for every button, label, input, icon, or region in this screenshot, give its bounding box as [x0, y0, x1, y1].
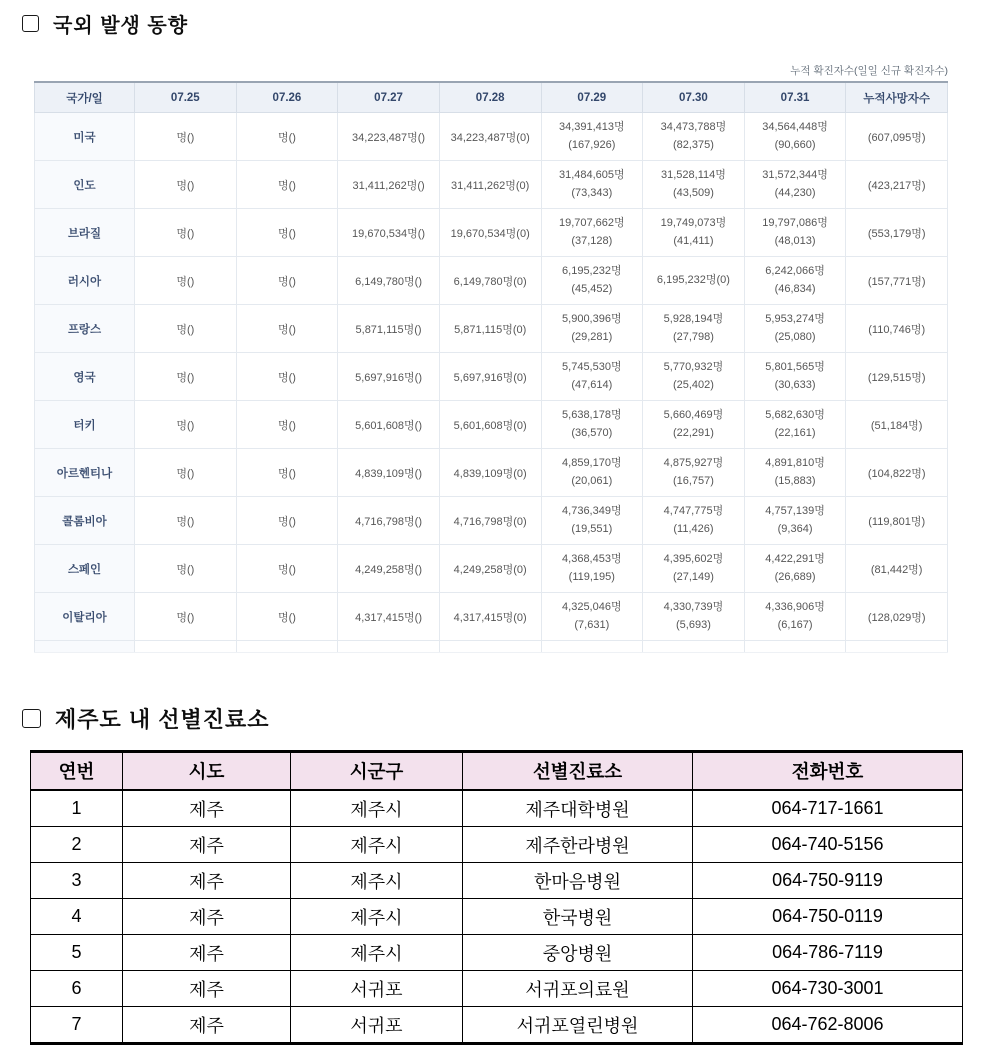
district: 제주시	[291, 790, 463, 827]
cell-0731	[744, 305, 846, 353]
table-row	[35, 257, 948, 305]
daily-new-count: (9,364)	[777, 522, 813, 535]
cell-deaths: (51,184명)	[846, 401, 948, 449]
table-row	[35, 113, 948, 161]
cell-0726: 명()	[236, 305, 338, 353]
table-row	[35, 209, 948, 257]
section1-title-text: 국외 발생 동향	[53, 15, 189, 37]
country-name: 스페인	[35, 545, 135, 593]
cumulative-count: 4,736,349명	[562, 505, 622, 518]
country-name: 미국	[35, 113, 135, 161]
daily-new-count: (45,452)	[571, 282, 613, 295]
phone-number: 064-786-7119	[693, 935, 963, 971]
cell-0725: 명()	[135, 353, 237, 401]
daily-new-count: (46,834)	[774, 282, 816, 295]
cell-0728: 34,223,487명(0)	[439, 113, 541, 161]
cell-0729	[541, 593, 643, 641]
section1-title	[22, 0, 992, 38]
cumulative-count: 6,242,066명	[765, 265, 825, 278]
table-row	[35, 497, 948, 545]
cell-0730	[643, 353, 745, 401]
country-name: 브라질	[35, 209, 135, 257]
country-name: 터키	[35, 401, 135, 449]
daily-new-count: (43,509)	[672, 186, 714, 199]
daily-new-count: (44,230)	[774, 186, 816, 199]
row-number: 6	[31, 971, 123, 1007]
country-name: 이탈리아	[35, 593, 135, 641]
col-cumulative-deaths: 누적사망자수	[846, 82, 948, 113]
cell-0725: 명()	[135, 497, 237, 545]
clinic-name: 중앙병원	[463, 935, 693, 971]
cell-0726: 명()	[236, 257, 338, 305]
cell-0729	[541, 353, 643, 401]
overseas-cases-table	[34, 81, 948, 653]
cumulative-count: 5,638,178명	[562, 409, 622, 422]
cell-0726: 명()	[236, 161, 338, 209]
phone-number: 064-730-3001	[693, 971, 963, 1007]
col-0725: 07.25	[135, 82, 237, 113]
cumulative-count: 34,391,413명	[558, 121, 625, 134]
province: 제주	[123, 935, 291, 971]
daily-new-count: (22,291)	[672, 426, 714, 439]
cell-0725: 명()	[135, 209, 237, 257]
cell-0728: 4,317,415명(0)	[439, 593, 541, 641]
daily-new-count: (15,883)	[774, 474, 816, 487]
col-number: 연번	[31, 752, 123, 791]
cumulative-count: 31,528,114명	[661, 169, 726, 182]
daily-new-count: (7,631)	[574, 618, 610, 631]
cell-deaths: (423,217명)	[846, 161, 948, 209]
col-country: 국가/일	[35, 82, 135, 113]
province: 제주	[123, 971, 291, 1007]
cell-0725: 명()	[135, 401, 237, 449]
cumulative-count: 5,801,565명	[765, 361, 825, 374]
cell-0725: 명()	[135, 161, 237, 209]
cell-deaths: (110,746명)	[846, 305, 948, 353]
col-0728: 07.28	[439, 82, 541, 113]
cell-0731	[744, 449, 846, 497]
cell-0727: 19,670,534명()	[338, 209, 440, 257]
jeju-clinics-section	[0, 703, 992, 1045]
cell-0729	[541, 401, 643, 449]
daily-new-count: (5,693)	[676, 618, 711, 631]
row-number: 3	[31, 863, 123, 899]
country-name: 프랑스	[35, 305, 135, 353]
clipped-row	[35, 641, 948, 653]
clinic-row	[31, 899, 963, 935]
cell-0730	[643, 449, 745, 497]
cumulative-count: 4,368,453명	[562, 553, 622, 566]
cell-0729	[541, 305, 643, 353]
section2-title-text: 제주도 내 선별진료소	[55, 707, 270, 732]
cumulative-count: 5,928,194명	[663, 313, 724, 326]
cell-0730	[643, 497, 745, 545]
clinics-table	[30, 750, 963, 1045]
cell-0729	[541, 161, 643, 209]
row-number: 1	[31, 790, 123, 827]
cell-0729	[541, 257, 643, 305]
table-row	[35, 593, 948, 641]
country-name: 영국	[35, 353, 135, 401]
cumulative-count: 31,572,344명	[762, 169, 828, 182]
daily-new-count: (73,343)	[571, 186, 613, 199]
province: 제주	[123, 1007, 291, 1044]
cell-0730	[643, 545, 745, 593]
province: 제주	[123, 790, 291, 827]
row-number: 4	[31, 899, 123, 935]
daily-new-count: (26,689)	[774, 570, 816, 583]
cumulative-count: 19,707,662명	[558, 217, 625, 230]
table-row	[35, 161, 948, 209]
cumulative-count: 5,660,469명	[663, 409, 724, 422]
cell-0725: 명()	[135, 257, 237, 305]
cell-0726: 명()	[236, 113, 338, 161]
daily-new-count: (25,080)	[774, 330, 816, 343]
district: 제주시	[291, 863, 463, 899]
cell-0726: 명()	[236, 401, 338, 449]
cell-deaths: (81,442명)	[846, 545, 948, 593]
daily-new-count: (27,798)	[672, 330, 714, 343]
daily-new-count: (119,195)	[568, 570, 615, 583]
cumulative-count: 5,953,274명	[765, 313, 825, 326]
cumulative-count: 31,484,605명	[558, 169, 625, 182]
province: 제주	[123, 899, 291, 935]
header-row	[31, 752, 963, 791]
cell-deaths: (129,515명)	[846, 353, 948, 401]
phone-number: 064-717-1661	[693, 790, 963, 827]
cumulative-count: 4,330,739명	[663, 601, 724, 614]
table-row	[35, 353, 948, 401]
province: 제주	[123, 827, 291, 863]
cell-0726: 명()	[236, 497, 338, 545]
clinic-name: 제주한라병원	[463, 827, 693, 863]
checkbox-square-icon	[22, 15, 39, 32]
table-row	[35, 449, 948, 497]
phone-number: 064-740-5156	[693, 827, 963, 863]
cell-0727: 4,839,109명()	[338, 449, 440, 497]
cell-0727: 34,223,487명()	[338, 113, 440, 161]
table-unit-note: 누적 확진자수(일일 신규 확진자수)	[790, 65, 948, 77]
country-name: 아르헨티나	[35, 449, 135, 497]
cell-0727: 5,697,916명()	[338, 353, 440, 401]
row-number: 2	[31, 827, 123, 863]
cell-0727: 5,601,608명()	[338, 401, 440, 449]
cell-deaths: (128,029명)	[846, 593, 948, 641]
cell-0728: 5,601,608명(0)	[439, 401, 541, 449]
cell-0730	[643, 593, 745, 641]
phone-number: 064-750-0119	[693, 899, 963, 935]
cell-deaths: (607,095명)	[846, 113, 948, 161]
clinic-row	[31, 863, 963, 899]
cell-0729	[541, 497, 643, 545]
cumulative-count: 4,859,170명	[562, 457, 622, 470]
cumulative-count: 4,325,046명	[562, 601, 622, 614]
cell-0727: 4,249,258명()	[338, 545, 440, 593]
daily-new-count: (6,167)	[777, 618, 813, 631]
phone-number: 064-750-9119	[693, 863, 963, 899]
daily-new-count: (41,411)	[673, 234, 714, 247]
cell-0731	[744, 497, 846, 545]
cell-0731	[744, 545, 846, 593]
col-0729: 07.29	[541, 82, 643, 113]
country-name: 인도	[35, 161, 135, 209]
district: 제주시	[291, 827, 463, 863]
district: 제주시	[291, 935, 463, 971]
col-phone: 전화번호	[693, 752, 963, 791]
clinic-row	[31, 935, 963, 971]
cell-0728: 4,716,798명(0)	[439, 497, 541, 545]
district: 제주시	[291, 899, 463, 935]
col-province: 시도	[123, 752, 291, 791]
cell-0727: 6,149,780명()	[338, 257, 440, 305]
cell-0728: 4,249,258명(0)	[439, 545, 541, 593]
cell-0727: 4,716,798명()	[338, 497, 440, 545]
cell-0725: 명()	[135, 593, 237, 641]
cell-deaths: (119,801명)	[846, 497, 948, 545]
daily-new-count: (82,375)	[672, 138, 714, 151]
col-0730: 07.30	[643, 82, 745, 113]
country-name: 콜롬비아	[35, 497, 135, 545]
cell-0731	[744, 113, 846, 161]
cell-0730	[643, 401, 745, 449]
clinic-row	[31, 790, 963, 827]
row-number: 7	[31, 1007, 123, 1044]
daily-new-count: (167,926)	[568, 138, 616, 151]
clinic-name: 서귀포의료원	[463, 971, 693, 1007]
cell-0726: 명()	[236, 209, 338, 257]
cell-0727: 31,411,262명()	[338, 161, 440, 209]
cell-0731	[744, 209, 846, 257]
cell-0728: 5,697,916명(0)	[439, 353, 541, 401]
daily-new-count: (22,161)	[774, 426, 816, 439]
cumulative-count: 34,473,788명	[660, 121, 727, 134]
cell-0725: 명()	[135, 449, 237, 497]
cumulative-count: 19,797,086명	[762, 217, 828, 230]
daily-new-count: (37,128)	[571, 234, 613, 247]
clinic-name: 한마음병원	[463, 863, 693, 899]
cumulative-count: 4,891,810명	[765, 457, 825, 470]
cell-0728: 31,411,262명(0)	[439, 161, 541, 209]
daily-new-count: (16,757)	[672, 474, 714, 487]
cumulative-count: 6,195,232명	[562, 265, 622, 278]
cell-0729	[541, 209, 643, 257]
clinic-row	[31, 827, 963, 863]
daily-new-count: (25,402)	[672, 378, 714, 391]
daily-new-count: (90,660)	[774, 138, 816, 151]
row-number: 5	[31, 935, 123, 971]
cell-0728: 4,839,109명(0)	[439, 449, 541, 497]
cumulative-count: 4,757,139명	[765, 505, 825, 518]
cell-0728: 5,871,115명(0)	[439, 305, 541, 353]
daily-new-count: (27,149)	[672, 570, 714, 583]
table-row	[35, 305, 948, 353]
daily-new-count: (19,551)	[571, 522, 613, 535]
cell-0730	[643, 257, 745, 305]
clinic-name: 제주대학병원	[463, 790, 693, 827]
phone-number: 064-762-8006	[693, 1007, 963, 1044]
cell-0726: 명()	[236, 593, 338, 641]
cumulative-count: 4,395,602명	[663, 553, 724, 566]
cell-0726: 명()	[236, 545, 338, 593]
district: 서귀포	[291, 1007, 463, 1044]
cell-deaths: (157,771명)	[846, 257, 948, 305]
clinic-name: 서귀포열린병원	[463, 1007, 693, 1044]
cell-deaths: (553,179명)	[846, 209, 948, 257]
cell-0729	[541, 449, 643, 497]
cumulative-count: 5,900,396명	[562, 313, 622, 326]
cumulative-count: 4,747,775명	[663, 505, 724, 518]
cumulative-count: 5,682,630명	[765, 409, 825, 422]
daily-new-count: (36,570)	[571, 426, 613, 439]
cell-0730	[643, 113, 745, 161]
col-clinic: 선별진료소	[463, 752, 693, 791]
district: 서귀포	[291, 971, 463, 1007]
cell-0725: 명()	[135, 113, 237, 161]
checkbox-square-icon	[22, 709, 41, 728]
daily-new-count: (11,426)	[673, 522, 714, 535]
cell-0731	[744, 353, 846, 401]
cumulative-count: 34,564,448명	[762, 121, 828, 134]
cell-0728: 6,149,780명(0)	[439, 257, 541, 305]
cell-0730	[643, 305, 745, 353]
cell-0726: 명()	[236, 449, 338, 497]
cell-0729	[541, 545, 643, 593]
daily-new-count: (48,013)	[774, 234, 816, 247]
daily-new-count: (30,633)	[774, 378, 816, 391]
cumulative-count: 19,749,073명	[660, 217, 727, 230]
cell-0725: 명()	[135, 305, 237, 353]
cell-0727: 5,871,115명()	[338, 305, 440, 353]
cumulative-count: 4,875,927명	[663, 457, 724, 470]
cell-0727: 4,317,415명()	[338, 593, 440, 641]
cell-0725: 명()	[135, 545, 237, 593]
cumulative-count: 4,422,291명	[765, 553, 825, 566]
table-row	[35, 401, 948, 449]
clinic-row	[31, 1007, 963, 1044]
cumulative-count: 5,770,932명	[663, 361, 724, 374]
header-row	[35, 82, 948, 113]
cell-0728: 19,670,534명(0)	[439, 209, 541, 257]
col-0726: 07.26	[236, 82, 338, 113]
cumulative-count: 5,745,530명	[562, 361, 622, 374]
province: 제주	[123, 863, 291, 899]
cell-0730	[643, 161, 745, 209]
cell-0731	[744, 593, 846, 641]
cell-0731	[744, 161, 846, 209]
clinic-name: 한국병원	[463, 899, 693, 935]
daily-new-count: (20,061)	[571, 474, 613, 487]
col-district: 시군구	[291, 752, 463, 791]
cell-0730	[643, 209, 745, 257]
section2-title	[22, 703, 992, 734]
clinic-row	[31, 971, 963, 1007]
cell-0729	[541, 113, 643, 161]
cell-deaths: (104,822명)	[846, 449, 948, 497]
table-row	[35, 545, 948, 593]
cumulative-count: 6,195,232명(0)	[656, 273, 730, 286]
cell-0726: 명()	[236, 353, 338, 401]
cumulative-count: 4,336,906명	[765, 601, 825, 614]
daily-new-count: (29,281)	[571, 330, 613, 343]
country-name: 러시아	[35, 257, 135, 305]
col-0731: 07.31	[744, 82, 846, 113]
col-0727: 07.27	[338, 82, 440, 113]
cell-0731	[744, 401, 846, 449]
daily-new-count: (47,614)	[571, 378, 613, 391]
cell-0731	[744, 257, 846, 305]
